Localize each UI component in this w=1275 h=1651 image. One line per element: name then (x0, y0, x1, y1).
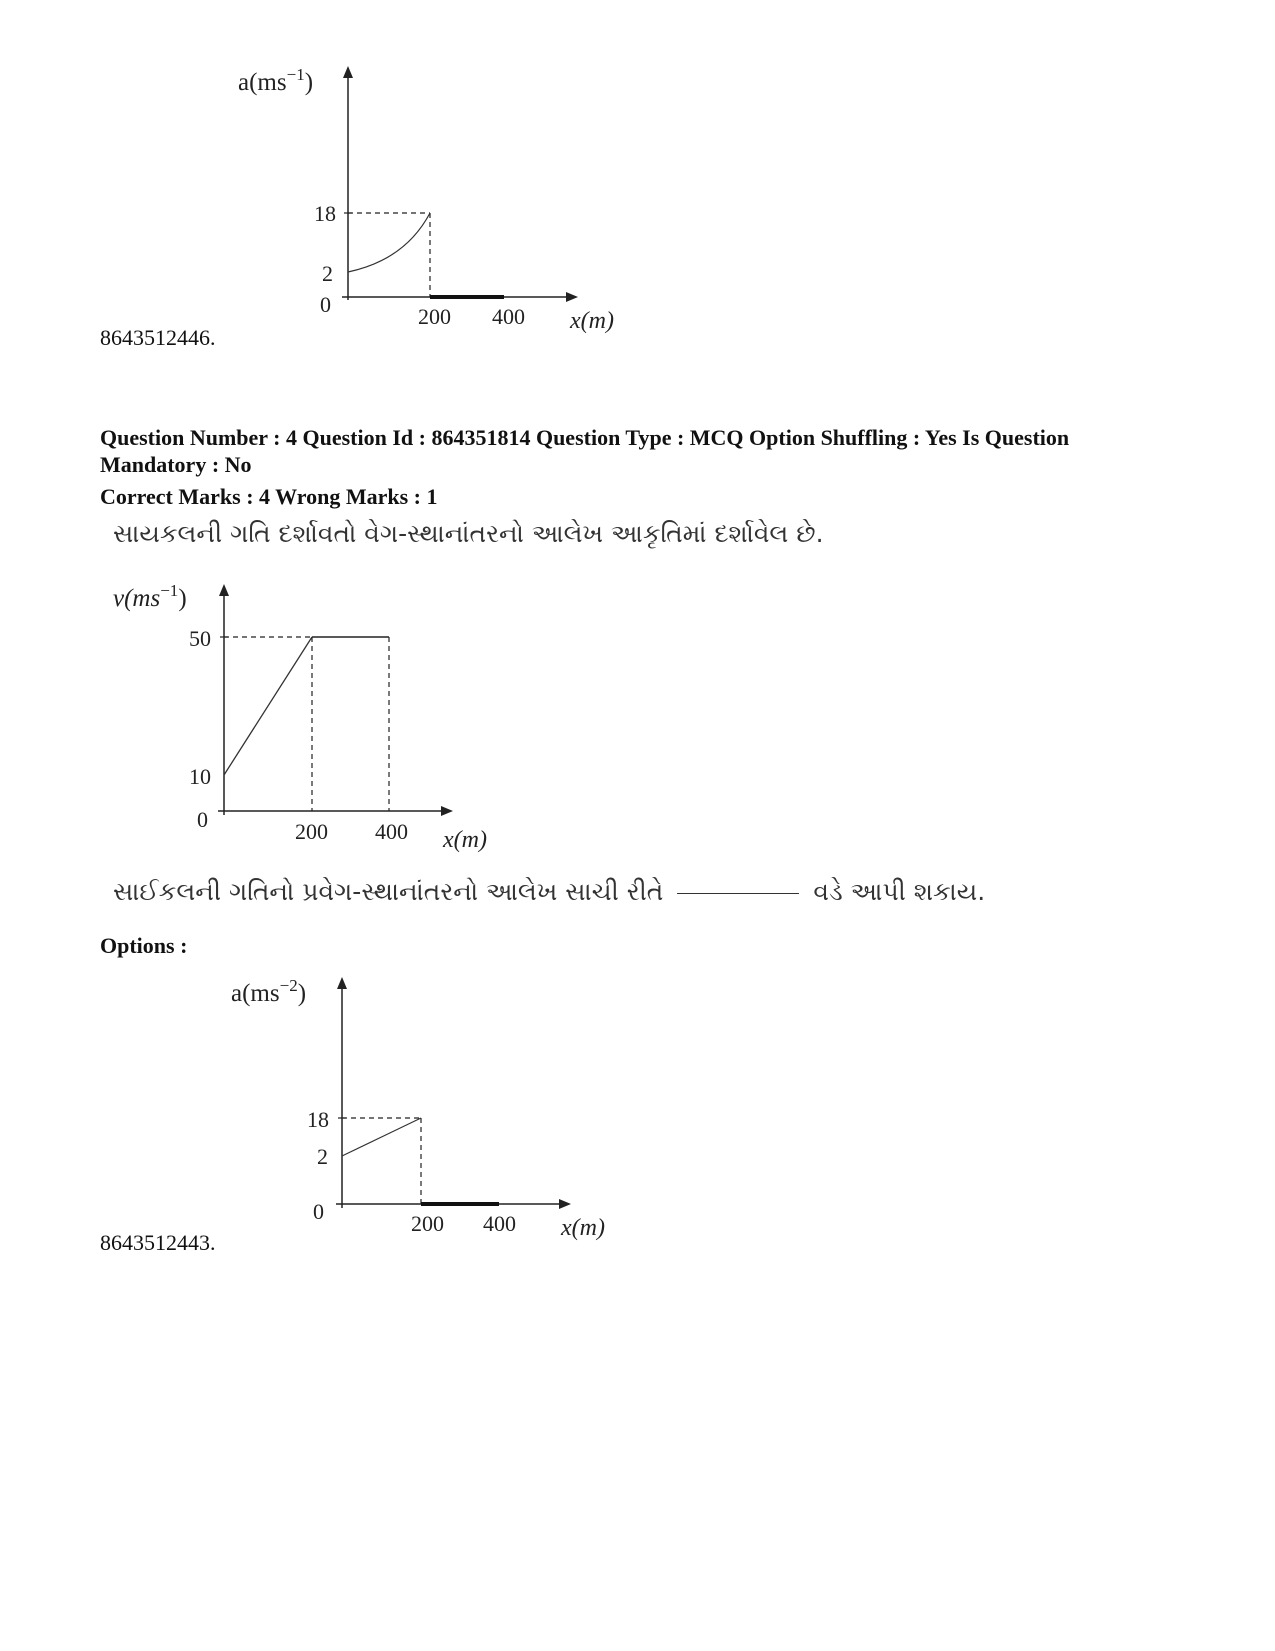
option-graph-prev (230, 60, 650, 345)
x-tick-200: 200 (411, 1211, 444, 1236)
y-axis-arrow (219, 584, 229, 596)
curve (348, 213, 430, 272)
y-axis-arrow (343, 66, 353, 78)
question-graph (105, 575, 515, 860)
x-axis-label: x(m) (443, 827, 487, 853)
y-tick-0: 0 (320, 292, 331, 317)
x-tick-400: 400 (492, 304, 525, 329)
x-axis-label: x(m) (570, 308, 614, 334)
velocity-rise (224, 637, 312, 775)
question-text-2-before: સાઈકલની ગતિનો પ્રવેગ-સ્થાનાંતરનો આલેખ સાચી રીતે (113, 877, 664, 906)
velocity-graph (105, 575, 515, 860)
y-tick-18: 18 (314, 201, 336, 226)
options-label: Options : (100, 933, 188, 958)
y-axis-label: $a(ms^{-2})$ (231, 976, 307, 1007)
y-axis-label: $a(ms^{-1})$ (238, 65, 314, 96)
question-text-2-after: વડે આપી શકાય. (813, 877, 986, 906)
y-axis-arrow (337, 977, 347, 989)
y-axis-label: $v(ms^{-1})$ (113, 581, 187, 612)
acceleration-graph-linear (225, 968, 645, 1253)
question-text-2 (113, 877, 985, 907)
question-header (100, 424, 1140, 478)
x-axis-label: x(m) (561, 1215, 605, 1241)
option-id-prev: 8643512446. (100, 325, 216, 350)
x-axis-arrow (566, 292, 578, 302)
question-header-line2: Mandatory : No (100, 452, 252, 477)
x-tick-200: 200 (418, 304, 451, 329)
answer-blank (677, 892, 799, 894)
question-marks: Correct Marks : 4 Wrong Marks : 1 (100, 484, 438, 509)
option-id-1: 8643512443. (100, 1230, 216, 1255)
accel-line (342, 1118, 421, 1156)
y-tick-2: 2 (322, 261, 333, 286)
x-axis-arrow (441, 806, 453, 816)
y-tick-0: 0 (313, 1199, 324, 1224)
x-tick-400: 400 (483, 1211, 516, 1236)
y-tick-50: 50 (189, 626, 211, 651)
y-tick-18: 18 (307, 1107, 329, 1132)
acceleration-graph-curve (230, 60, 650, 345)
question-text-1: સાયકલની ગતિ દર્શાવતો વેગ-સ્થાનાંતરનો આલેખ આકૃતિમાં દર્શાવેલ છે. (113, 519, 824, 548)
y-tick-10: 10 (189, 764, 211, 789)
x-tick-400: 400 (375, 819, 408, 844)
y-tick-0: 0 (197, 807, 208, 832)
option-graph-1 (225, 968, 645, 1253)
x-axis-arrow (559, 1199, 571, 1209)
question-header-line1: Question Number : 4 Question Id : 864351814 Question Type : MCQ Option Shuffling : Yes Is Question (100, 425, 1070, 450)
x-tick-200: 200 (295, 819, 328, 844)
y-tick-2: 2 (317, 1144, 328, 1169)
